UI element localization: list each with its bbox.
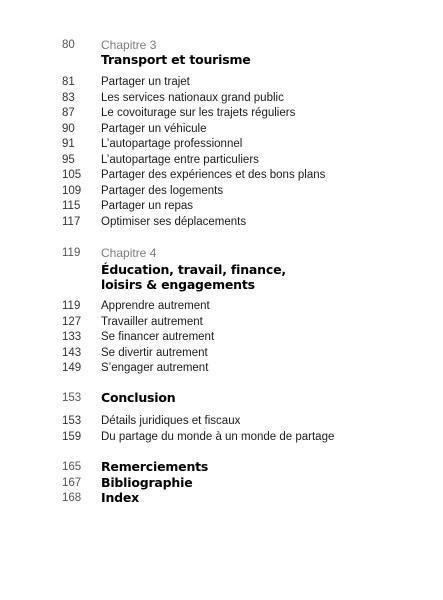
toc-entry-page: 119 [62,300,81,312]
chapter-4-title-line-2: loisirs & engagements [101,277,255,292]
toc-entry-title: L’autopartage professionnel [101,138,243,150]
toc-entry-title: Optimiser ses déplacements [101,216,247,228]
toc-entry [0,329,443,345]
chapter-3-title-row [0,52,443,68]
toc-entry-title: Apprendre autrement [101,300,210,312]
toc-entry-title: Partager un trajet [101,76,190,88]
chapter-4-title-row-1 [0,262,443,278]
toc-entry-page: 117 [62,216,81,228]
toc-entry [0,214,443,230]
toc-entry [0,429,443,445]
backmatter-page: 168 [62,492,82,504]
toc-entry-page: 105 [62,169,82,181]
chapter-3-header [0,37,443,53]
toc-entry [0,198,443,214]
toc-entry-page: 115 [62,200,81,212]
toc-entry-page: 143 [62,347,82,359]
toc-entry-page: 91 [62,138,75,150]
toc-entry-title: Détails juridiques et fiscaux [101,415,241,427]
backmatter-title: Index [101,490,140,505]
toc-entry [0,360,443,376]
toc-entry-title: Partager un véhicule [101,123,207,135]
chapter-3-title: Transport et tourisme [101,52,251,67]
toc-entry-page: 149 [62,362,82,374]
toc-entry-page: 159 [62,431,82,443]
toc-entry [0,90,443,106]
toc-entry-page: 81 [62,76,75,88]
toc-entry-page: 87 [62,107,75,119]
chapter-4-header [0,245,443,261]
toc-entry [0,345,443,361]
toc-entry-page: 90 [62,123,75,135]
toc-entry [0,152,443,168]
toc-entry-page: 127 [62,316,82,328]
toc-entry-title: Se divertir autrement [101,347,208,359]
toc-entry-page: 109 [62,185,82,197]
toc-entry-title: Les services nationaux grand public [101,92,284,104]
toc-entry-page: 153 [62,415,82,427]
toc-entry [0,298,443,314]
toc-entry-title: Partager des logements [101,185,224,197]
backmatter-entry [0,490,443,506]
backmatter-page: 165 [62,461,82,473]
chapter-4-page-number: 119 [62,247,81,259]
toc-entry-title: Se financer autrement [101,331,215,343]
chapter-3-page-number: 80 [62,39,75,51]
toc-entry-title: Du partage du monde à un monde de partage [101,431,335,443]
toc-entry [0,167,443,183]
toc-entry-title: Le covoiturage sur les trajets réguliers [101,107,296,119]
toc-entry-title: Partager des expériences et des bons plans [101,169,326,181]
chapter-3-label: Chapitre 3 [101,38,157,52]
conclusion-header [0,390,443,406]
toc-entry [0,314,443,330]
toc-entry-title: L’autopartage entre particuliers [101,154,259,166]
chapter-4-title-row-2 [0,277,443,293]
chapter-4-label: Chapitre 4 [101,246,157,260]
conclusion-page-number: 153 [62,392,82,404]
toc-entry-page: 133 [62,331,82,343]
backmatter-page: 167 [62,477,82,489]
toc-entry-title: Travailler autrement [101,316,203,328]
backmatter-title: Bibliographie [101,475,193,490]
toc-entry-title: Partager un repas [101,200,194,212]
toc-entry [0,413,443,429]
toc-entry-page: 83 [62,92,75,104]
chapter-4-title-line-1: Éducation, travail, finance, [101,262,286,277]
backmatter-entry [0,475,443,491]
toc-entry [0,136,443,152]
toc-entry [0,74,443,90]
toc-entry-page: 95 [62,154,75,166]
conclusion-title: Conclusion [101,390,176,405]
toc-entry [0,183,443,199]
toc-entry [0,121,443,137]
backmatter-entry [0,459,443,475]
toc-entry [0,105,443,121]
toc-entry-title: S’engager autrement [101,362,209,374]
backmatter-title: Remerciements [101,459,209,474]
